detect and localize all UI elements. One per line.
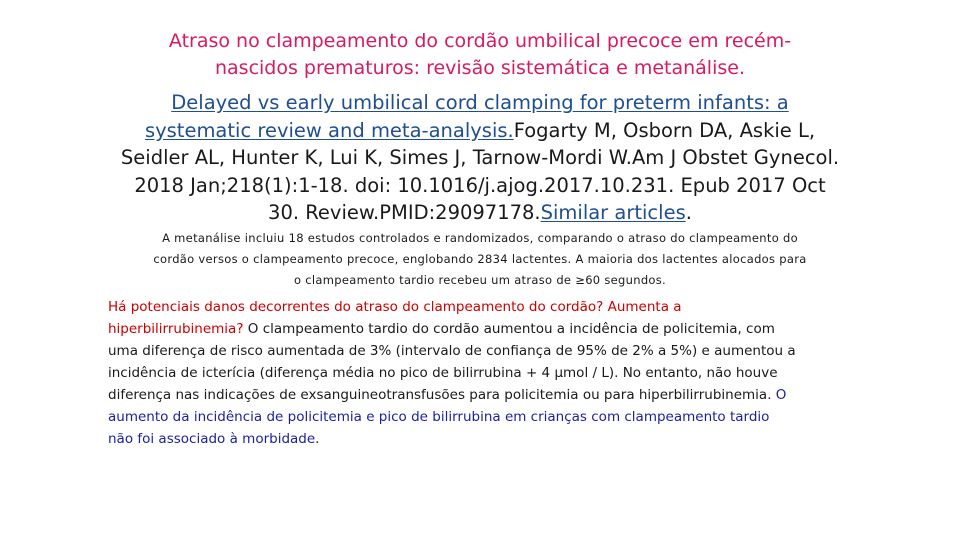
summary-line-3: o clampeamento tardio recebeu um atraso de ≥60 segundos. — [293, 273, 667, 287]
slide-title — [120, 28, 840, 82]
summary-line-1: A metanálise incluiu 18 estudos controlados e randomizados, comparando o atraso do clampeamento do — [162, 231, 798, 245]
paragraph-period: . — [315, 431, 320, 447]
citation-details: Fogarty M, Osborn DA, Askie L, Seidler AL, Hunter K, Lui K, Simes J, Tarnow-Mordi W.Am J Obstet Gynecol. 2018 Jan;218(1):1-18. doi: 10.1016/j.ajog.2017.10.231. Epub 2017 Oct 30. Review.PMID:29097178. — [120, 118, 840, 224]
findings-paragraph — [108, 296, 798, 450]
title-line-2: nascidos prematuros: revisão sistemática e metanálise. — [214, 57, 745, 79]
citation-period: . — [685, 201, 692, 224]
title-line-1: Atraso no clampeamento do cordão umbilical precoce em recém- — [168, 30, 792, 52]
findings-conclusion: O aumento da incidência de policitemia e pico de bilirrubina em crianças com clampeamento tardio não foi associado à morbidade — [108, 387, 787, 447]
citation — [120, 89, 840, 227]
harm-question: Há potenciais danos decorrentes do atraso do clampeamento do cordão? Aumenta a hiperbilirrubinemia? — [108, 299, 682, 337]
similar-articles-link[interactable]: Similar articles — [540, 201, 686, 224]
findings-answer: O clampeamento tardio do cordão aumentou a incidência de policitemia, com uma diferença de risco aumentada de 3% (intervalo de confiança de 95% de 2% a 5%) e aumentou a incidência de icterícia (diferença média no pico de bilirrubina + 4 µmol / L). No entanto, não houve diferença nas indicações de exsanguineotransfusões para policitemia ou para hiperbilirrubinemia. — [108, 321, 796, 403]
study-summary — [120, 228, 840, 291]
summary-line-2: cordão versos o clampeamento precoce, englobando 2834 lactentes. A maioria dos lactentes alocados para — [153, 252, 807, 266]
article-title-link[interactable]: Delayed vs early umbilical cord clamping for preterm infants: a systematic review and meta-analysis. — [144, 91, 789, 142]
